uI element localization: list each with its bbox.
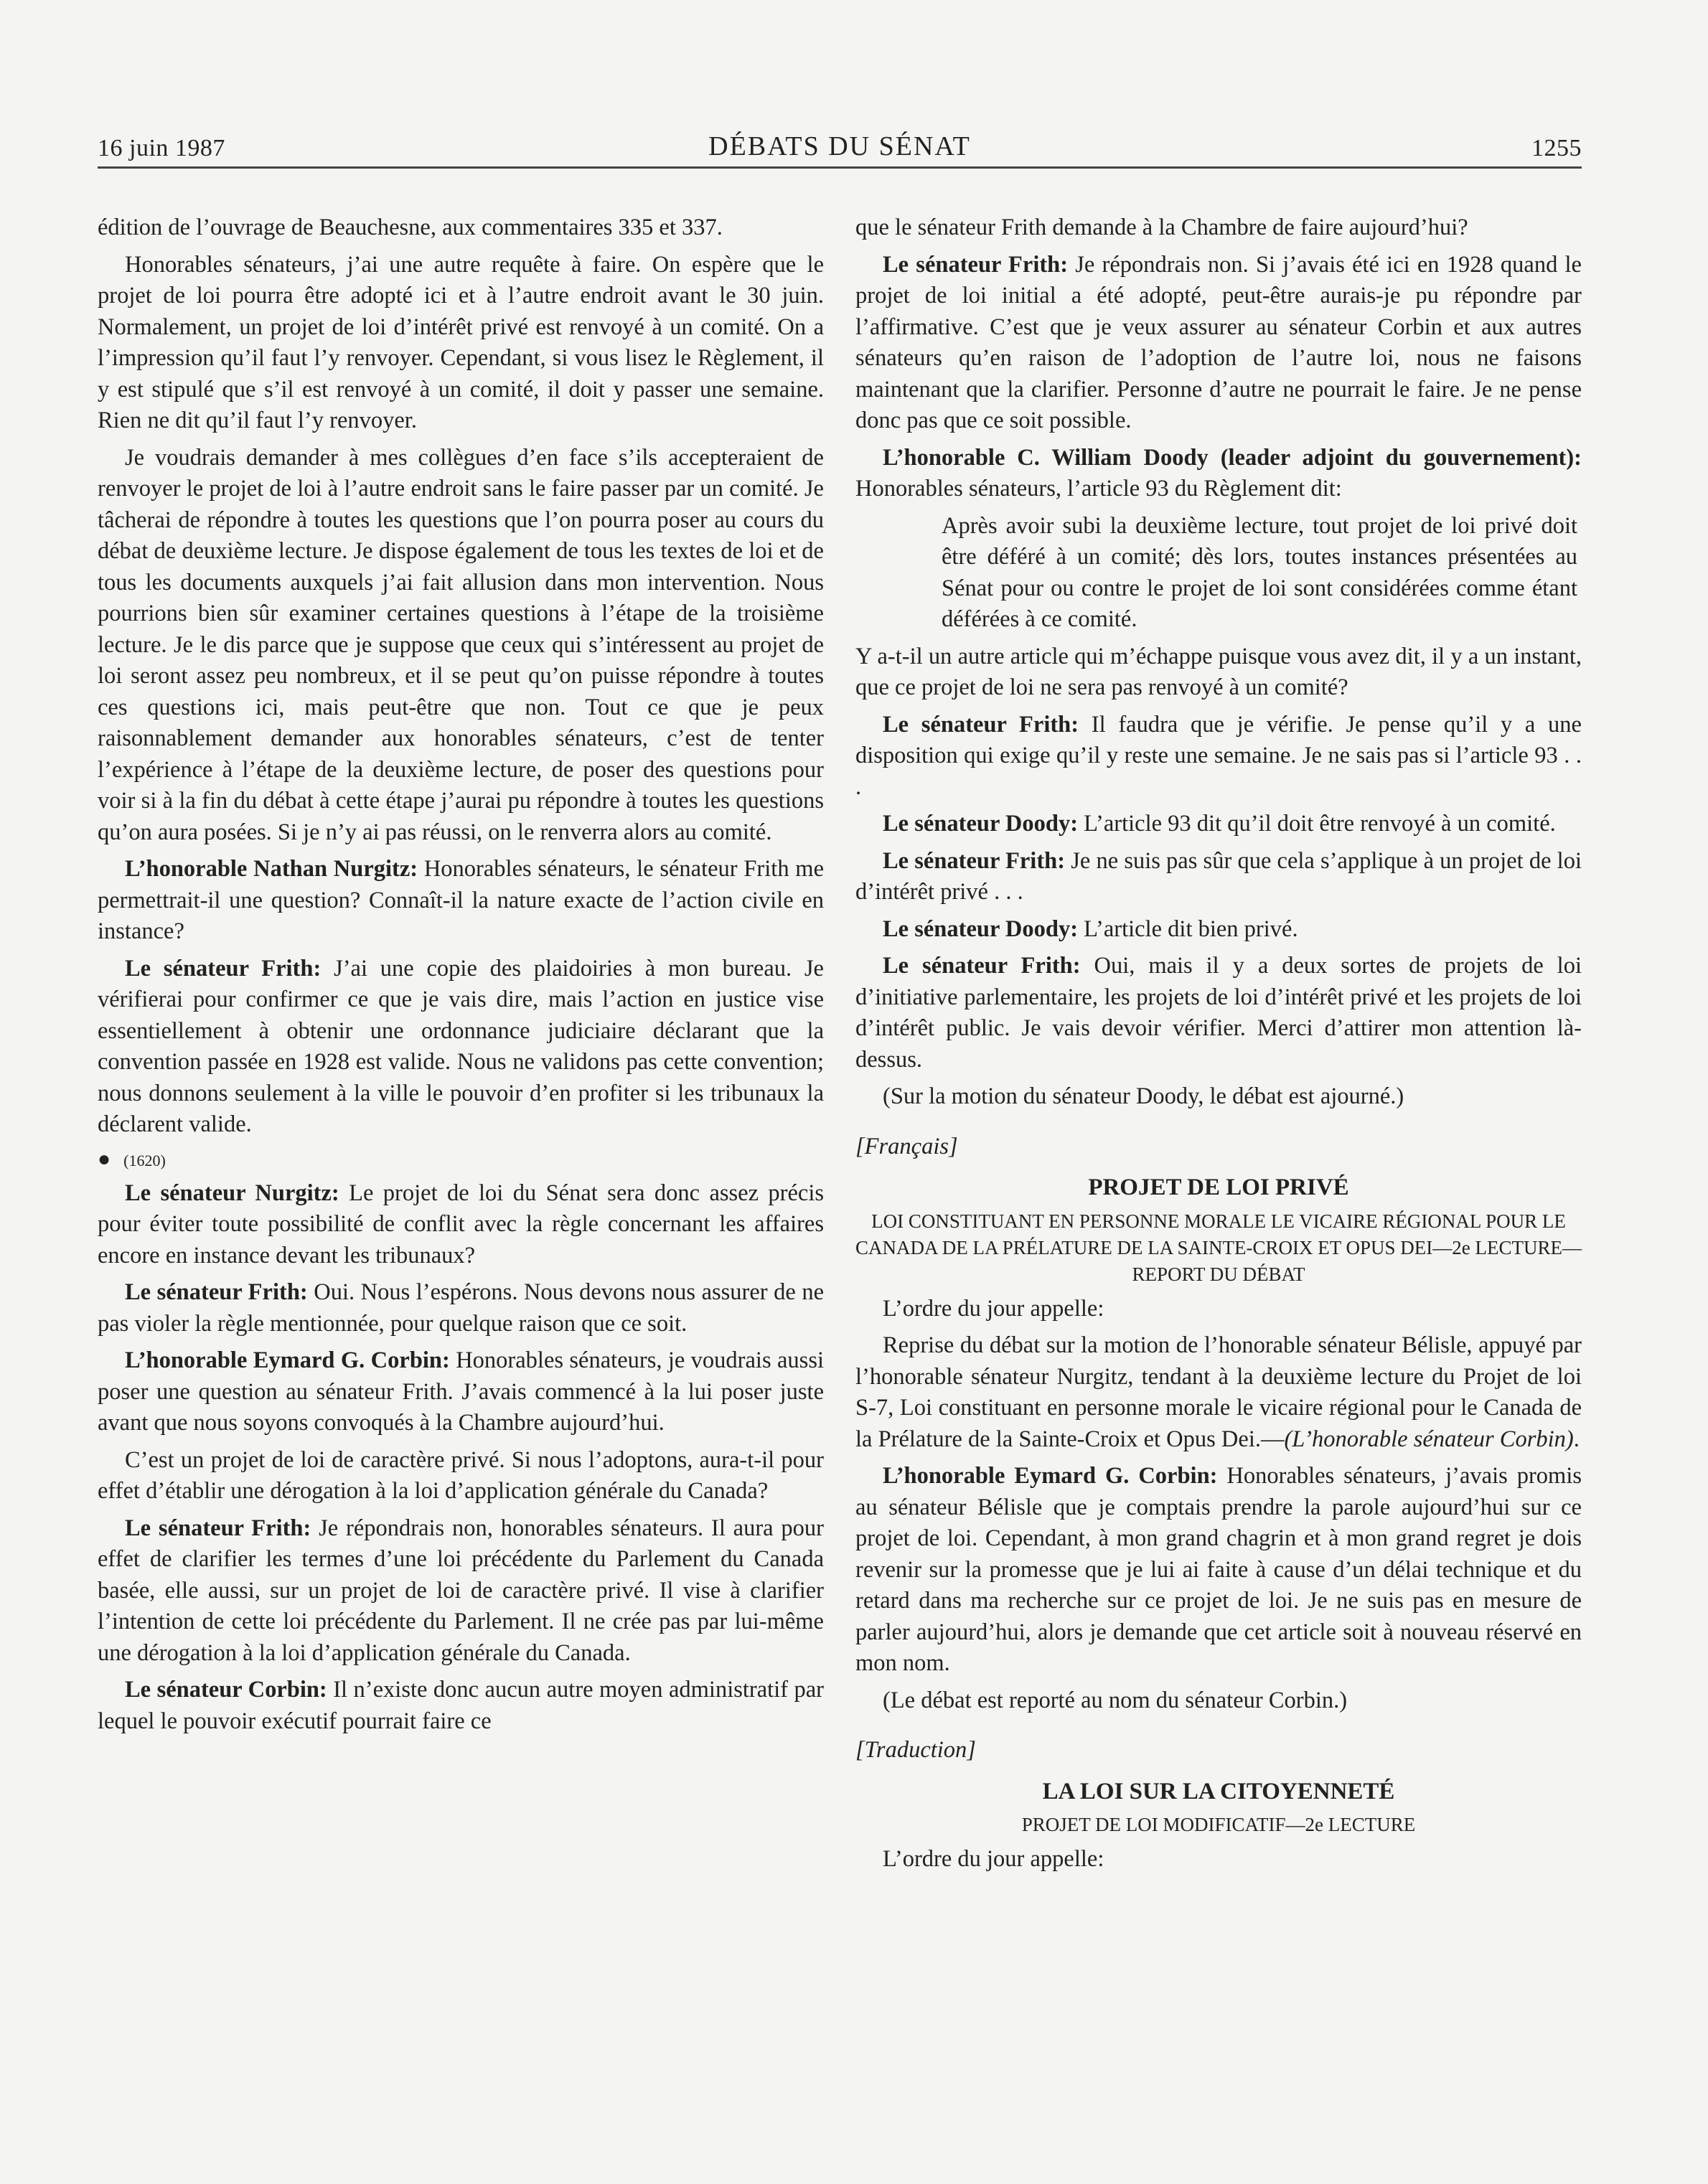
speaker-name: L’honorable Eymard G. Corbin: xyxy=(883,1463,1218,1489)
header-date: 16 juin 1987 xyxy=(98,135,225,161)
speech-text: L’article 93 dit qu’il doit être renvoyé à un comité. xyxy=(1078,811,1556,837)
speech xyxy=(98,1178,824,1272)
paragraph: Je voudrais demander à mes collègues d’en face s’ils accepteraient de renvoyer le projet de loi à l’autre endroit sans le faire passer par un comité. Je tâcherai de répondre à toutes les questions que l’on pourra poser au cours du débat de deuxième lecture. Je dispose également de tous les textes de loi et de tous les documents auxquels j’ai fait allusion dans mon intervention. Nous pourrions bien sûr examiner certaines questions à l’étape de la troisième lecture. Je le dis parce que je suppose que ceux qui s’intéressent au projet de loi seront assez peu nombreux, et il se peut qu’on puisse répondre à toutes ces questions ici, mais peut-être que non. Tout ce que je peux raisonnablement demander aux honorables sénateurs, c’est de tenter l’expérience à l’étape de la deuxième lecture, de poser des questions pour voir si à la fin du débat à cette étape j’aurai pu répondre à toutes les questions qu’on aura posées. Si je n’y ai pas réussi, on le renverra alors au comité. xyxy=(98,444,824,845)
paragraph: Y a-t-il un autre article qui m’échappe puisque vous avez dit, il y a un instant, que ce projet de loi ne sera pas renvoyé à un comité? xyxy=(855,643,1582,700)
paragraph: (Le débat est reporté au nom du sénateur Corbin.) xyxy=(883,1687,1348,1713)
speaker-name: Le sénateur Frith: xyxy=(125,1279,308,1305)
left-column xyxy=(98,212,824,1743)
speech xyxy=(855,443,1582,505)
bullet-icon: ● xyxy=(98,1147,111,1171)
speaker-name: Le sénateur Corbin: xyxy=(125,1677,327,1703)
speaker-name: L’honorable C. William Doody (leader adjoint du gouvernement): xyxy=(883,444,1582,471)
speaker-name: Le sénateur Frith: xyxy=(125,955,322,982)
speaker-name: Le sénateur Frith: xyxy=(883,251,1069,278)
page-number: 1255 xyxy=(1531,135,1582,161)
section-title: LA LOI SUR LA CITOYENNETÉ xyxy=(1042,1778,1395,1804)
speech-text: Je répondrais non, honorables sénateurs. Il aura pour effet de clarifier les termes d’une loi précédente du Parlement du Canada basée, elle aussi, sur un projet de loi de caractère privé. Il vise à clarifier l’intention de cette loi précédente du Parlement. Il ne crée pas par lui-même une dérogation à la loi d’application générale du Canada. xyxy=(98,1515,824,1666)
paragraph: édition de l’ouvrage de Beauchesne, aux commentaires 335 et 337. xyxy=(98,215,723,240)
speech-text: Honorables sénateurs, le sénateur Frith me permettrait-il une question? Connaît-il la nature exacte de l’action civile en instance? xyxy=(98,856,825,944)
speech-text: Il faudra que je vérifie. Je pense qu’il y a une disposition qui exige qu’il y reste une semaine. Je ne sais pas si l’article 93 . . . xyxy=(855,711,1582,800)
speech-text: Honorables sénateurs, je voudrais aussi poser une question au sénateur Frith. J’avais commencé à la lui poser juste avant que nous soyons convoqués à la Chambre aujourd’hui. xyxy=(98,1347,824,1436)
speech-text: Il n’existe donc aucun autre moyen administratif par lequel le pouvoir exécutif pourrait faire ce xyxy=(98,1677,824,1734)
speech-text: Honorables sénateurs, j’avais promis au sénateur Bélisle que je comptais prendre la parole aujourd’hui sur ce projet de loi. Cependant, à mon grand chagrin et à mon grand regret je dois revenir sur la promesse que je lui ai faite à cause d’un délai technique et du retard dans ma recherche sur ce projet de loi. Je ne suis pas en mesure de parler aujourd’hui, alors je demande que cet article soit à nouveau réservé en mon nom. xyxy=(855,1463,1582,1676)
speech xyxy=(98,1675,824,1737)
paragraph xyxy=(855,1330,1582,1455)
speaker-name: Le sénateur Frith: xyxy=(883,711,1079,738)
speaker-name: Le sénateur Nurgitz: xyxy=(125,1180,339,1206)
paragraph: L’ordre du jour appelle: xyxy=(883,1846,1104,1872)
speaker-name: Le sénateur Frith: xyxy=(883,953,1081,979)
speech-text: Oui, mais il y a deux sortes de projets de loi d’initiative parlementaire, les projets de loi d’intérêt privé et les projets de loi d’intérêt public. Je vais devoir vérifier. Merci d’attirer mon attention là-dessus. xyxy=(855,953,1582,1073)
paragraph: que le sénateur Frith demande à la Chambre de faire aujourd’hui? xyxy=(855,215,1468,240)
speech xyxy=(855,1461,1582,1680)
speech xyxy=(98,854,824,948)
section-subtitle: LOI CONSTITUANT EN PERSONNE MORALE LE VICAIRE RÉGIONAL POUR LE CANADA DE LA PRÉLATURE DE LA SAINTE-CROIX ET OPUS DEI—2e LECTURE—REPORT DU DÉBAT xyxy=(855,1210,1582,1285)
block-quote: Après avoir subi la deuxième lecture, tout projet de loi privé doit être déféré à un comité; dès lors, toutes instances présentées au Sénat pour ou contre le projet de loi sont considérées comme étant déférées à ce comité. xyxy=(942,512,1577,632)
speech-text: J’ai une copie des plaidoiries à mon bureau. Je vérifierai pour confirmer ce que je vais dire, mais l’action en justice vise essentiellement à obtenir une ordonnance judiciaire déclarant que la convention passée en 1928 est valide. Nous ne validons pas cette convention; nous donnons seulement à la ville le pouvoir d’en profiter si les tribunaux la déclarent valide. xyxy=(98,955,824,1137)
speaker-name: L’honorable Nathan Nurgitz: xyxy=(125,856,418,882)
speech xyxy=(855,710,1582,804)
speech xyxy=(855,914,1582,946)
speech xyxy=(855,809,1582,840)
italic-text: (L’honorable sénateur Corbin) xyxy=(1284,1426,1574,1452)
speech-text: Je ne suis pas sûr que cela s’applique à un projet de loi d’intérêt privé . . . xyxy=(855,847,1582,905)
paragraph: C’est un projet de loi de caractère privé. Si nous l’adoptons, aura-t-il pour effet d’établir une dérogation à la loi d’application générale du Canada? xyxy=(98,1446,824,1504)
speaker-name: Le sénateur Frith: xyxy=(125,1515,311,1541)
speech-text: Honorables sénateurs, l’article 93 du Règlement dit: xyxy=(855,476,1342,502)
speaker-name: L’honorable Eymard G. Corbin: xyxy=(125,1347,450,1373)
language-note: [Français] xyxy=(855,1133,958,1159)
speech xyxy=(855,250,1582,437)
paragraph-text: Reprise du débat sur la motion de l’honorable sénateur Bélisle, appuyé par l’honorable sénateur Nurgitz, tendant à la deuxième lecture du Projet de loi S-7, Loi constituant en personne morale le vicaire régional pour le Canada de la Prélature de la Sainte-Croix et Opus Dei.— xyxy=(855,1332,1582,1452)
speech-text: Je répondrais non. Si j’avais été ici en 1928 quand le projet de loi initial a été adopté, peut-être aurais-je pu répondre par l’affirmative. C’est que je veux assurer au sénateur Corbin et aux autres sénateurs qu’en raison de l’adoption de l’autre loi, nous ne faisons maintenant que la clarifier. Personne d’autre ne pourrait le faire. Je ne pense donc pas que ce soit possible. xyxy=(855,251,1582,433)
time-marker-text: (1620) xyxy=(123,1151,166,1169)
speech xyxy=(98,1513,824,1670)
speech-text: Oui. Nous l’espérons. Nous devons nous assurer de ne pas violer la règle mentionnée, pour quelque raison que ce soit. xyxy=(98,1279,824,1337)
time-marker xyxy=(98,1148,824,1172)
paragraph: Honorables sénateurs, j’ai une autre requête à faire. On espère que le projet de loi pourra être adopté ici et à l’autre endroit avant le 30 juin. Normalement, un projet de loi d’intérêt privé est renvoyé à un comité. On a l’impression qu’il faut l’y renvoyer. Cependant, si vous lisez le Règlement, il y est stipulé que s’il est renvoyé à un comité, il doit y passer une semaine. Rien ne dit qu’il faut l’y renvoyer. xyxy=(98,251,824,433)
paragraph: L’ordre du jour appelle: xyxy=(883,1295,1104,1322)
speech xyxy=(98,1277,824,1340)
speech-text: Le projet de loi du Sénat sera donc assez précis pour éviter toute possibilité de conflit avec la règle concernant les affaires encore en instance devant les tribunaux? xyxy=(98,1180,824,1268)
language-note: [Traduction] xyxy=(855,1737,976,1763)
speaker-name: Le sénateur Doody: xyxy=(883,916,1079,942)
header-title: DÉBATS DU SÉNAT xyxy=(708,131,971,161)
section-title: PROJET DE LOI PRIVÉ xyxy=(1088,1175,1349,1200)
speech-text: L’article dit bien privé. xyxy=(1078,916,1298,942)
speaker-name: Le sénateur Frith: xyxy=(883,847,1066,874)
paragraph: (Sur la motion du sénateur Doody, le débat est ajourné.) xyxy=(883,1083,1404,1109)
speaker-name: Le sénateur Doody: xyxy=(883,811,1079,837)
page-header xyxy=(98,125,1582,169)
section-subtitle: PROJET DE LOI MODIFICATIF—2e LECTURE xyxy=(1021,1814,1416,1835)
right-column xyxy=(855,212,1582,1881)
speech xyxy=(98,1345,824,1439)
paragraph-end: . xyxy=(1573,1426,1580,1452)
speech xyxy=(98,954,824,1141)
speech xyxy=(855,846,1582,908)
speech xyxy=(855,951,1582,1075)
